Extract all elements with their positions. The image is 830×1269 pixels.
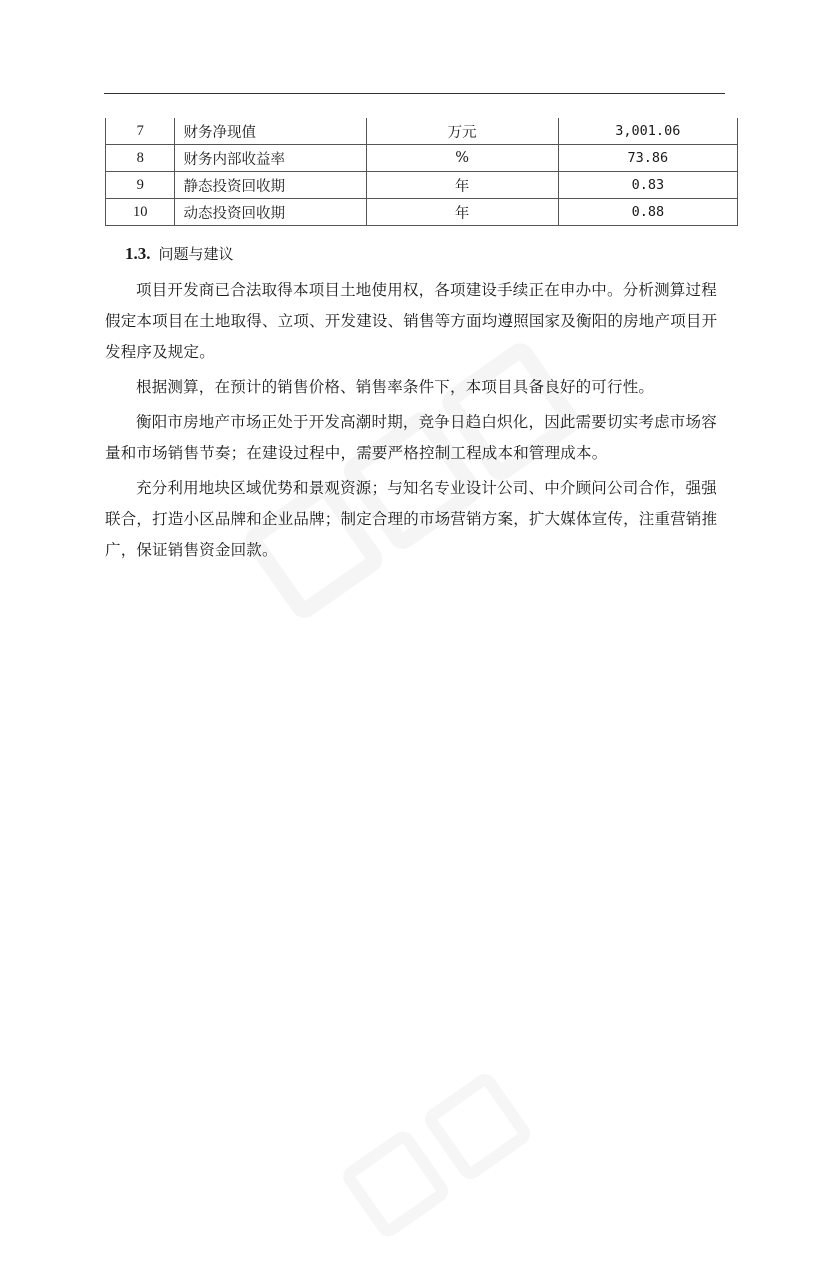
indicator-name: 财务净现值	[175, 118, 366, 145]
table-row	[106, 172, 738, 199]
section-title: 问题与建议	[158, 245, 234, 263]
indicator-name: 财务内部收益率	[175, 145, 366, 172]
paragraph: 项目开发商已合法取得本项目土地使用权，各项建设手续正在申办中。分析测算过程假定本项目在土地取得、立项、开发建设、销售等方面均遵照国家及衡阳的房地产项目开发程序及规定。	[105, 281, 718, 361]
table-row	[106, 145, 738, 172]
table-row	[106, 118, 738, 145]
indicator-unit: 万元	[366, 118, 558, 145]
paragraph: 衡阳市房地产市场正处于开发高潮时期，竞争日趋白炽化，因此需要切实考虑市场容量和市场销售节奏；在建设过程中，需要严格控制工程成本和管理成本。	[105, 413, 717, 462]
indicator-unit: 年	[366, 172, 558, 199]
table-row	[106, 199, 738, 226]
indicator-unit: 年	[366, 199, 558, 226]
body-text	[105, 275, 725, 570]
indicator-value: 3,001.06	[558, 118, 737, 145]
indicator-name: 静态投资回收期	[175, 172, 366, 199]
header-rule	[104, 93, 725, 94]
row-number: 9	[106, 172, 175, 199]
paragraph: 充分利用地块区域优势和景观资源；与知名专业设计公司、中介顾问公司合作，强强联合，打造小区品牌和企业品牌；制定合理的市场营销方案，扩大媒体宣传，注重营销推广，保证销售资金回款。	[105, 479, 718, 559]
indicator-value: 0.83	[558, 172, 737, 199]
indicator-value: 0.88	[558, 199, 737, 226]
indicator-unit: %	[366, 145, 558, 172]
row-number: 7	[106, 118, 175, 145]
section-heading	[125, 243, 234, 264]
section-number: 1.3.	[125, 244, 151, 263]
paragraph: 根据测算，在预计的销售价格、销售率条件下，本项目具备良好的可行性。	[136, 378, 655, 396]
row-number: 8	[106, 145, 175, 172]
indicator-table	[105, 118, 738, 226]
row-number: 10	[106, 199, 175, 226]
indicator-value: 73.86	[558, 145, 737, 172]
indicator-name: 动态投资回收期	[175, 199, 366, 226]
watermark-logo-bottom	[319, 1021, 601, 1268]
